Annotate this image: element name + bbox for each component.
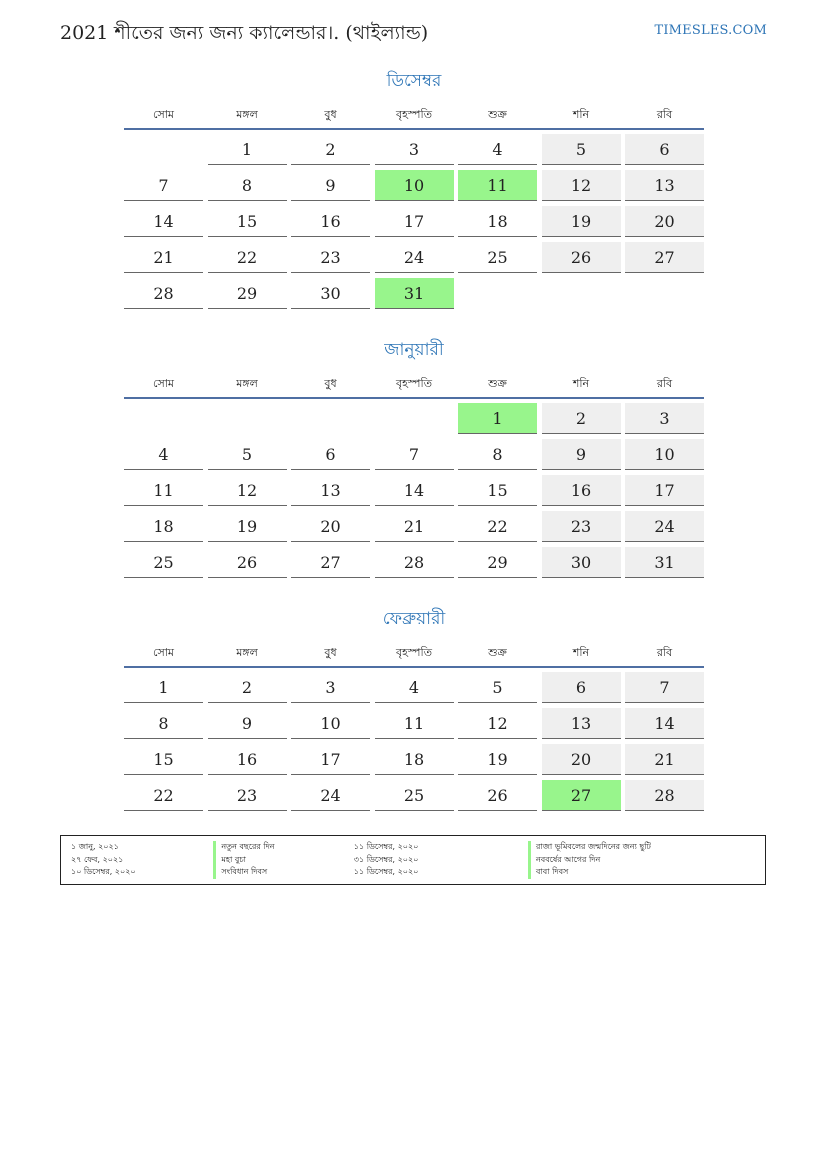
day-cell[interactable]: 18 bbox=[458, 206, 537, 237]
day-cell[interactable]: 24 bbox=[375, 242, 454, 273]
week-row bbox=[124, 403, 704, 435]
month-block bbox=[124, 339, 704, 583]
day-cell[interactable]: 4 bbox=[458, 134, 537, 165]
day-cell[interactable]: 12 bbox=[458, 708, 537, 739]
day-cell[interactable]: 6 bbox=[291, 439, 370, 470]
day-cell[interactable]: 1 bbox=[208, 134, 287, 165]
weekday-label: মঙ্গল bbox=[236, 646, 258, 659]
day-cell[interactable]: 9 bbox=[208, 708, 287, 739]
empty-day-cell bbox=[458, 278, 537, 309]
day-cell[interactable]: 20 bbox=[542, 744, 621, 775]
week-row bbox=[124, 511, 704, 543]
day-cell[interactable]: 9 bbox=[542, 439, 621, 470]
header-divider bbox=[124, 666, 704, 668]
day-cell[interactable]: 24 bbox=[625, 511, 704, 542]
weeks-grid bbox=[124, 134, 704, 310]
day-cell[interactable]: 2 bbox=[208, 672, 287, 703]
day-cell[interactable]: 22 bbox=[458, 511, 537, 542]
week-row bbox=[124, 708, 704, 740]
day-cell[interactable]: 23 bbox=[208, 780, 287, 811]
day-cell[interactable]: 10 bbox=[291, 708, 370, 739]
day-cell[interactable]: 13 bbox=[625, 170, 704, 201]
page-title: 2021 শীতের জন্য জন্য ক্যালেন্ডার।. (থাইল্যান্ড) bbox=[60, 22, 429, 44]
day-cell[interactable]: 7 bbox=[124, 170, 203, 201]
day-cell[interactable]: 19 bbox=[458, 744, 537, 775]
day-cell[interactable]: 19 bbox=[542, 206, 621, 237]
weekday-label: রবি bbox=[656, 377, 673, 390]
legend-date: ২৭ ফেব, ২০২১ bbox=[71, 854, 124, 864]
day-cell[interactable]: 10 bbox=[625, 439, 704, 470]
day-cell[interactable]: 13 bbox=[542, 708, 621, 739]
day-cell[interactable]: 4 bbox=[124, 439, 203, 470]
legend-holiday-name: রাজা ভূমিবলের জন্মদিনের জন্য ছুটি bbox=[528, 841, 755, 854]
day-cell[interactable]: 11 bbox=[375, 708, 454, 739]
legend-holiday-name: নতুন বছরের দিন bbox=[213, 841, 353, 854]
day-cell[interactable]: 17 bbox=[291, 744, 370, 775]
day-cell[interactable]: 8 bbox=[458, 439, 537, 470]
header-divider bbox=[124, 128, 704, 130]
day-cell[interactable]: 29 bbox=[208, 278, 287, 309]
holiday-day-cell[interactable]: 31 bbox=[375, 278, 454, 309]
day-cell[interactable]: 27 bbox=[625, 242, 704, 273]
legend-date: ১১ ডিসেম্বর, ২০২০ bbox=[353, 867, 419, 876]
day-cell[interactable]: 15 bbox=[124, 744, 203, 775]
legend-row bbox=[71, 854, 755, 867]
day-cell[interactable]: 20 bbox=[625, 206, 704, 237]
day-cell[interactable]: 3 bbox=[375, 134, 454, 165]
week-row bbox=[124, 475, 704, 507]
legend-holiday-name: বাবা দিবস bbox=[528, 866, 755, 879]
holiday-legend bbox=[60, 835, 766, 885]
weekday-label: বুধ bbox=[324, 377, 337, 390]
day-cell[interactable]: 28 bbox=[124, 278, 203, 309]
day-cell[interactable]: 5 bbox=[458, 672, 537, 703]
month-title: জানুয়ারী bbox=[384, 340, 444, 360]
month-title: ডিসেম্বর bbox=[386, 71, 442, 91]
legend-row bbox=[71, 866, 755, 879]
day-cell[interactable]: 23 bbox=[542, 511, 621, 542]
empty-day-cell bbox=[291, 403, 370, 434]
day-cell[interactable]: 26 bbox=[542, 242, 621, 273]
week-row bbox=[124, 780, 704, 812]
empty-day-cell bbox=[124, 403, 203, 434]
month-block bbox=[124, 608, 704, 816]
weekday-label: শনি bbox=[572, 108, 590, 121]
week-row bbox=[124, 439, 704, 471]
legend-date: ১ জানু, ২০২১ bbox=[71, 842, 119, 851]
day-cell[interactable]: 21 bbox=[124, 242, 203, 273]
holiday-day-cell[interactable]: 10 bbox=[375, 170, 454, 201]
weekday-label: বৃহস্পতি bbox=[396, 377, 432, 390]
month-block bbox=[124, 70, 704, 314]
empty-day-cell bbox=[208, 403, 287, 434]
weekday-label: বৃহস্পতি bbox=[396, 646, 432, 659]
day-cell[interactable]: 16 bbox=[291, 206, 370, 237]
day-cell[interactable]: 13 bbox=[291, 475, 370, 506]
legend-holiday-name: সংবিধান দিবস bbox=[213, 866, 353, 879]
day-cell[interactable]: 6 bbox=[625, 134, 704, 165]
weekday-label: রবি bbox=[656, 646, 673, 659]
day-cell[interactable]: 14 bbox=[625, 708, 704, 739]
legend-holiday-name: মহা বুচা bbox=[213, 854, 353, 867]
day-cell[interactable]: 30 bbox=[291, 278, 370, 309]
day-cell[interactable]: 2 bbox=[542, 403, 621, 434]
week-row bbox=[124, 744, 704, 776]
day-cell[interactable]: 17 bbox=[375, 206, 454, 237]
weekday-label: বুধ bbox=[324, 646, 337, 659]
day-cell[interactable]: 20 bbox=[291, 511, 370, 542]
weekday-label: শনি bbox=[572, 377, 590, 390]
day-cell[interactable]: 15 bbox=[458, 475, 537, 506]
day-cell[interactable]: 26 bbox=[458, 780, 537, 811]
day-cell[interactable]: 7 bbox=[375, 439, 454, 470]
day-cell[interactable]: 3 bbox=[291, 672, 370, 703]
weekday-label: শুক্র bbox=[488, 108, 507, 121]
day-cell[interactable]: 14 bbox=[124, 206, 203, 237]
day-cell[interactable]: 22 bbox=[124, 780, 203, 811]
weekday-label: সোম bbox=[152, 646, 175, 659]
weekday-label: সোম bbox=[152, 108, 175, 121]
legend-date: ১১ ডিসেম্বর, ২০২০ bbox=[353, 842, 419, 851]
weekday-label: শনি bbox=[572, 646, 590, 659]
empty-day-cell bbox=[625, 278, 704, 309]
weekday-label: রবি bbox=[656, 108, 673, 121]
day-cell[interactable]: 19 bbox=[208, 511, 287, 542]
day-cell[interactable]: 8 bbox=[124, 708, 203, 739]
week-row bbox=[124, 134, 704, 166]
day-cell[interactable]: 2 bbox=[291, 134, 370, 165]
weekday-label: মঙ্গল bbox=[236, 108, 258, 121]
legend-holiday-name: নববর্ষের আগের দিন bbox=[528, 854, 755, 867]
week-row bbox=[124, 672, 704, 704]
day-cell[interactable]: 9 bbox=[291, 170, 370, 201]
day-cell[interactable]: 4 bbox=[375, 672, 454, 703]
weekday-header-row bbox=[124, 104, 704, 126]
weekday-label: বুধ bbox=[324, 108, 337, 121]
legend-date: ৩১ ডিসেম্বর, ২০২০ bbox=[353, 854, 419, 864]
weeks-grid bbox=[124, 403, 704, 579]
month-title: ফেব্রুয়ারী bbox=[382, 609, 446, 629]
weekday-label: সোম bbox=[152, 377, 175, 390]
holiday-day-cell[interactable]: 11 bbox=[458, 170, 537, 201]
day-cell[interactable]: 28 bbox=[375, 547, 454, 578]
day-cell[interactable]: 25 bbox=[375, 780, 454, 811]
day-cell[interactable]: 8 bbox=[208, 170, 287, 201]
legend-date: ১০ ডিসেম্বর, ২০২০ bbox=[71, 867, 136, 876]
day-cell[interactable]: 21 bbox=[625, 744, 704, 775]
week-row bbox=[124, 278, 704, 310]
day-cell[interactable]: 24 bbox=[291, 780, 370, 811]
day-cell[interactable]: 25 bbox=[124, 547, 203, 578]
week-row bbox=[124, 170, 704, 202]
week-row bbox=[124, 206, 704, 238]
site-link[interactable]: TIMESLES.COM bbox=[654, 23, 767, 38]
holiday-day-cell[interactable]: 27 bbox=[542, 780, 621, 811]
empty-day-cell bbox=[542, 278, 621, 309]
day-cell[interactable]: 14 bbox=[375, 475, 454, 506]
day-cell[interactable]: 12 bbox=[208, 475, 287, 506]
day-cell[interactable]: 31 bbox=[625, 547, 704, 578]
day-cell[interactable]: 30 bbox=[542, 547, 621, 578]
weekday-label: শুক্র bbox=[488, 377, 507, 390]
day-cell[interactable]: 29 bbox=[458, 547, 537, 578]
legend-row bbox=[71, 841, 755, 854]
empty-day-cell bbox=[124, 134, 203, 165]
day-cell[interactable]: 16 bbox=[542, 475, 621, 506]
day-cell[interactable]: 6 bbox=[542, 672, 621, 703]
day-cell[interactable]: 18 bbox=[124, 511, 203, 542]
day-cell[interactable]: 21 bbox=[375, 511, 454, 542]
weeks-grid bbox=[124, 672, 704, 812]
day-cell[interactable]: 12 bbox=[542, 170, 621, 201]
header-divider bbox=[124, 397, 704, 399]
day-cell[interactable]: 18 bbox=[375, 744, 454, 775]
day-cell[interactable]: 16 bbox=[208, 744, 287, 775]
day-cell[interactable]: 23 bbox=[291, 242, 370, 273]
holiday-day-cell[interactable]: 1 bbox=[458, 403, 537, 434]
day-cell[interactable]: 5 bbox=[542, 134, 621, 165]
day-cell[interactable]: 15 bbox=[208, 206, 287, 237]
week-row bbox=[124, 547, 704, 579]
day-cell[interactable]: 11 bbox=[124, 475, 203, 506]
day-cell[interactable]: 7 bbox=[625, 672, 704, 703]
weekday-header-row bbox=[124, 373, 704, 395]
weekday-label: শুক্র bbox=[488, 646, 507, 659]
day-cell[interactable]: 17 bbox=[625, 475, 704, 506]
weekday-label: বৃহস্পতি bbox=[396, 108, 432, 121]
day-cell[interactable]: 25 bbox=[458, 242, 537, 273]
day-cell[interactable]: 1 bbox=[124, 672, 203, 703]
day-cell[interactable]: 27 bbox=[291, 547, 370, 578]
empty-day-cell bbox=[375, 403, 454, 434]
day-cell[interactable]: 3 bbox=[625, 403, 704, 434]
week-row bbox=[124, 242, 704, 274]
day-cell[interactable]: 5 bbox=[208, 439, 287, 470]
day-cell[interactable]: 22 bbox=[208, 242, 287, 273]
weekday-header-row bbox=[124, 642, 704, 664]
day-cell[interactable]: 28 bbox=[625, 780, 704, 811]
weekday-label: মঙ্গল bbox=[236, 377, 258, 390]
day-cell[interactable]: 26 bbox=[208, 547, 287, 578]
